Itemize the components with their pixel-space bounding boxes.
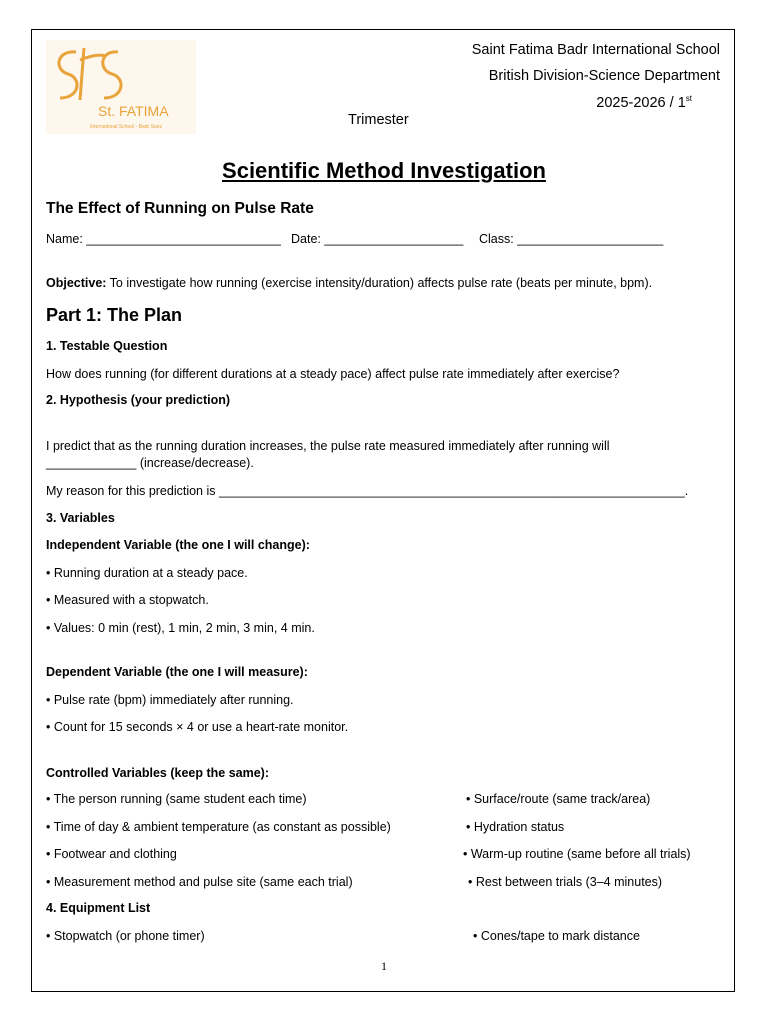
academic-year-text: 2025-2026 / 1	[596, 94, 686, 111]
cv-item-left: • Measurement method and pulse site (same each trial)	[46, 875, 353, 889]
independent-variable-heading: Independent Variable (the one I will change):	[46, 538, 310, 552]
cv-item-right: • Hydration status	[466, 820, 565, 834]
cv-item-right: • Rest between trials (3–4 minutes)	[468, 875, 663, 889]
logo-name: St. FATIMA	[98, 103, 169, 119]
cv-item-left: • Footwear and clothing	[46, 847, 177, 861]
document-title: Scientific Method Investigation	[222, 158, 546, 183]
school-name: Saint Fatima Badr International School	[471, 42, 720, 58]
document-subtitle: The Effect of Running on Pulse Rate	[46, 200, 314, 217]
cv-item-left: • Time of day & ambient temperature (as constant as possible)	[46, 820, 391, 834]
dv-item: • Count for 15 seconds × 4 or use a heart-rate monitor.	[46, 720, 349, 734]
page-number: 1	[381, 959, 387, 973]
objective	[46, 276, 652, 290]
name-field: Name: ____________________________	[46, 232, 281, 246]
equipment-item: • Stopwatch (or phone timer)	[46, 929, 205, 943]
testable-question-heading: 1. Testable Question	[46, 339, 168, 353]
equipment-heading: 4. Equipment List	[46, 901, 151, 915]
logo-tagline: International School - Badr Suez	[90, 124, 162, 130]
testable-question: How does running (for different durations at a steady pace) affect pulse rate immediately after exercise?	[46, 367, 620, 381]
objective-label: Objective:	[46, 276, 107, 290]
trimester-label: Trimester	[348, 112, 409, 128]
variables-heading: 3. Variables	[46, 511, 115, 525]
equipment-item: • Cones/tape to mark distance	[473, 929, 640, 943]
academic-year-suffix: st	[685, 94, 692, 103]
dependent-variable-heading: Dependent Variable (the one I will measure):	[46, 665, 308, 679]
objective-text: To investigate how running (exercise intensity/duration) affects pulse rate (beats per minute, bpm).	[106, 276, 653, 290]
cv-item-left: • The person running (same student each time)	[46, 792, 307, 806]
iv-item: • Running duration at a steady pace.	[46, 566, 248, 580]
hypothesis-heading: 2. Hypothesis (your prediction)	[46, 393, 231, 407]
date-field: Date: ____________________	[291, 232, 464, 246]
department-name: British Division-Science Department	[488, 68, 720, 84]
cv-item-right: • Surface/route (same track/area)	[466, 792, 651, 806]
hypothesis-line-2: _____________ (increase/decrease).	[46, 456, 254, 470]
dv-item: • Pulse rate (bpm) immediately after running.	[46, 693, 294, 707]
class-field: Class: _____________________	[479, 232, 664, 246]
cv-item-right: • Warm-up routine (same before all trials)	[463, 847, 691, 861]
iv-item: • Measured with a stopwatch.	[46, 593, 209, 607]
reason-line: My reason for this prediction is ___________________________________________________________________.	[46, 484, 689, 498]
school-logo	[46, 40, 196, 134]
hypothesis-line-1: I predict that as the running duration increases, the pulse rate measured immediately after running will	[46, 439, 610, 453]
controlled-variables-heading: Controlled Variables (keep the same):	[46, 766, 269, 780]
part1-heading: Part 1: The Plan	[46, 305, 183, 325]
iv-item: • Values: 0 min (rest), 1 min, 2 min, 3 min, 4 min.	[46, 621, 315, 635]
academic-year	[596, 94, 692, 111]
